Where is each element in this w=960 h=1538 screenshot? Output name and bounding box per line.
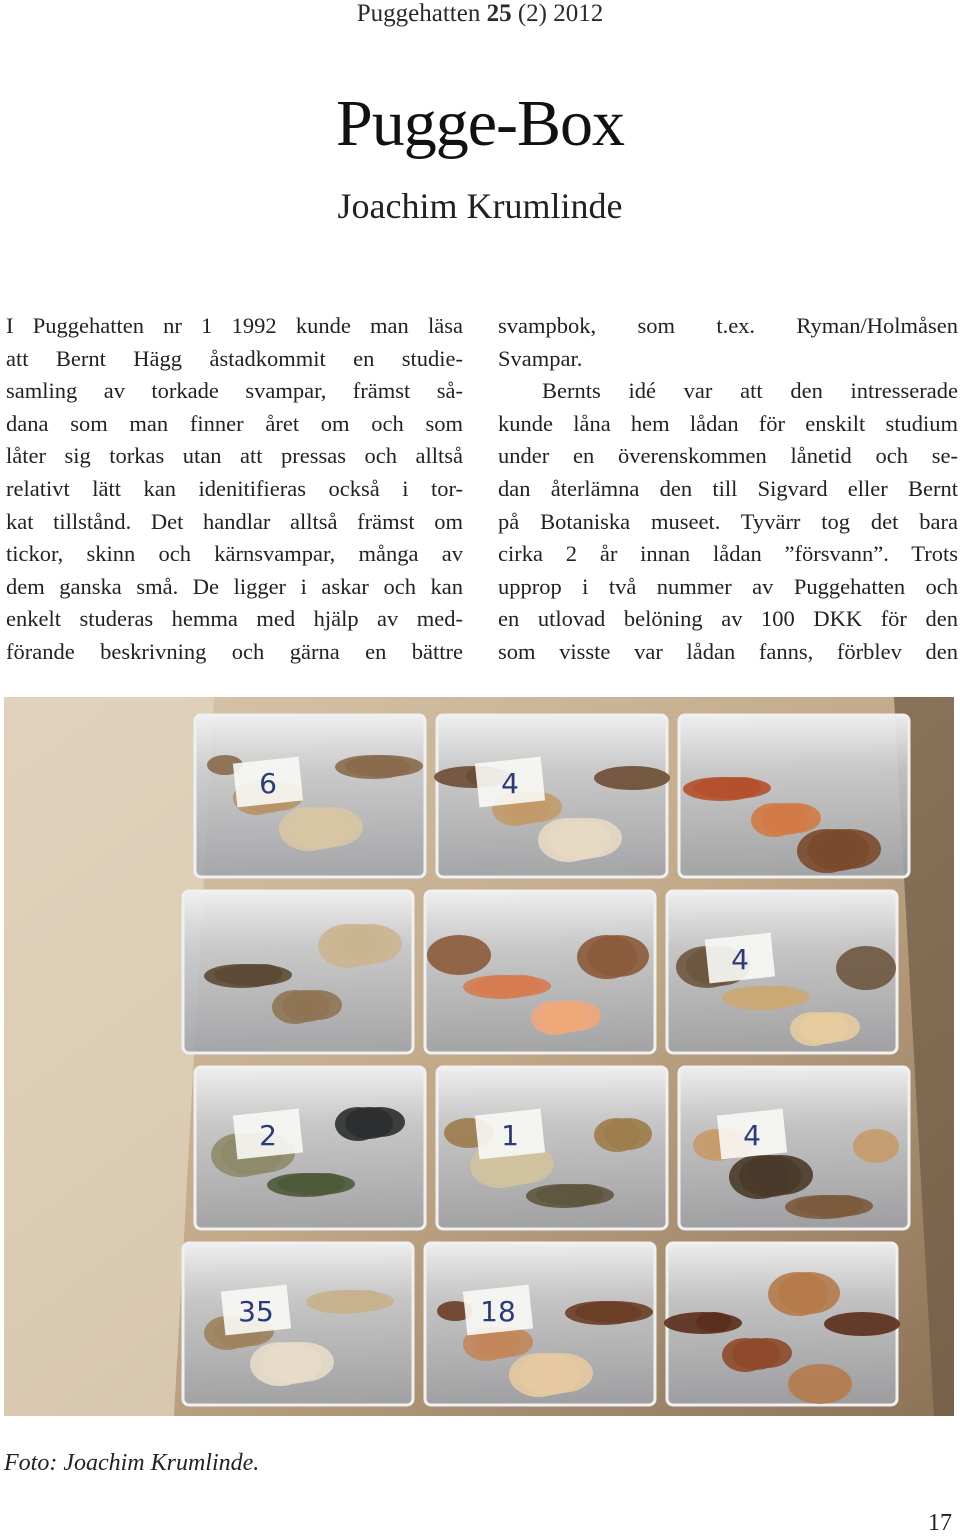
dried-fungus-specimen — [722, 986, 798, 1010]
specimen-box — [679, 715, 909, 877]
text-line: kunde låna hem lådan för enskilt studium — [498, 410, 958, 436]
box-label: 18 — [480, 1295, 516, 1328]
dried-fungus-specimen — [594, 1118, 640, 1152]
box-label: 1 — [501, 1119, 519, 1152]
dried-fungus-specimen — [204, 964, 280, 988]
dried-fungus-specimen — [768, 1272, 828, 1316]
text-line: Svampar. — [498, 345, 583, 371]
text-line: på Botaniska museet. Tyvärr tog det bara — [498, 508, 958, 534]
text-line: svampbok, som t.ex. Ryman/Holmåsen — [498, 313, 958, 338]
paragraph-2 — [498, 375, 958, 668]
dried-fungus-specimen — [463, 975, 539, 999]
dried-fungus-specimen — [664, 1312, 742, 1334]
text-line: dan återlämna den till Sigvard eller Bernt — [498, 475, 958, 501]
text-line: relativt lätt kan idenitifieras också i tor- — [6, 475, 463, 501]
dried-fungus-specimen — [318, 924, 378, 968]
volume-number: 25 — [486, 0, 512, 27]
paragraph-1-continued — [498, 310, 958, 375]
specimen-box — [425, 1243, 655, 1405]
photo-specimen-boxes — [4, 697, 954, 1416]
text-column-right — [498, 310, 958, 669]
box-label: 6 — [259, 767, 277, 800]
text-line: enkelt studeras hemma med hjälp av med- — [6, 606, 463, 632]
box-label: 4 — [731, 943, 749, 976]
plastic-box — [195, 715, 425, 877]
box-label: 4 — [743, 1119, 761, 1152]
text-line: samling av torkade svampar, främst så- — [6, 378, 463, 404]
specimen-box — [667, 891, 897, 1053]
text-line: I Puggehatten nr 1 1992 kunde man läsa — [6, 313, 463, 338]
dried-fungus-specimen — [790, 1012, 836, 1046]
dried-fungus-specimen — [577, 935, 637, 979]
photo-caption: Foto: Joachim Krumlinde. — [4, 1450, 260, 1476]
specimen-box — [195, 715, 425, 877]
box-label: 2 — [259, 1119, 277, 1152]
dried-fungus-specimen — [306, 1290, 382, 1314]
text-line: Bernts idé var att den intresserade — [542, 378, 958, 404]
specimen-box — [434, 715, 670, 877]
text-line: cirka 2 år innan lådan ”försvann”. Trots — [498, 541, 958, 567]
dried-fungus-specimen — [788, 1364, 852, 1404]
dried-fungus-specimen — [427, 935, 491, 975]
text-line: en utlovad belöning av 100 DKK för den — [498, 606, 958, 632]
dried-fungus-specimen — [683, 777, 759, 801]
specimen-box — [664, 1243, 900, 1405]
dried-fungus-specimen — [538, 818, 598, 862]
dried-fungus-specimen — [250, 1342, 310, 1386]
box-label: 35 — [238, 1295, 274, 1328]
box-label: 4 — [501, 767, 519, 800]
dried-fungus-specimen — [785, 1195, 861, 1219]
dried-fungus-specimen — [272, 990, 318, 1024]
dried-fungus-specimen — [531, 1001, 577, 1035]
dried-fungus-specimen — [335, 1107, 381, 1141]
text-column-left — [6, 310, 463, 669]
specimen-box — [425, 891, 655, 1053]
specimen-box — [183, 891, 413, 1053]
text-line: tickor, skinn och kärnsvampar, många av — [6, 541, 463, 567]
dried-fungus-specimen — [751, 803, 797, 837]
specimen-box — [437, 1067, 667, 1229]
dried-fungus-specimen — [853, 1129, 899, 1163]
text-line: låter sig torkas utan att pressas och alltså — [6, 443, 463, 469]
journal-name: Puggehatten — [356, 0, 481, 27]
text-line: att Bernt Hägg åstadkommit en studie- — [6, 345, 463, 371]
dried-fungus-specimen — [836, 946, 896, 990]
dried-fungus-specimen — [565, 1301, 641, 1325]
text-line: förande beskrivning och gärna en bättre — [6, 638, 463, 664]
dried-fungus-specimen — [594, 766, 670, 790]
issue-year: (2) 2012 — [517, 0, 604, 27]
page-number: 17 — [928, 1510, 952, 1536]
text-line: som visste var lådan fanns, förblev den — [498, 638, 958, 664]
specimen-box — [679, 1067, 909, 1229]
photo-illustration — [4, 697, 954, 1416]
paragraph-1 — [6, 310, 463, 669]
dried-fungus-specimen — [729, 1155, 789, 1199]
dried-fungus-specimen — [526, 1184, 602, 1208]
text-line: dana som man finner året om och som — [6, 410, 463, 436]
text-line: kat tillstånd. Det handlar alltså främst om — [6, 508, 463, 534]
dried-fungus-specimen — [279, 807, 339, 851]
dried-fungus-specimen — [722, 1338, 768, 1372]
dried-fungus-specimen — [335, 755, 411, 779]
dried-fungus-specimen — [509, 1353, 569, 1397]
text-line: dem ganska små. De ligger i askar och kan — [6, 573, 463, 599]
text-line: upprop i två nummer av Puggehatten och — [498, 573, 958, 599]
article-title: Pugge-Box — [336, 87, 624, 160]
dried-fungus-specimen — [824, 1312, 900, 1336]
dried-fungus-specimen — [797, 829, 857, 873]
running-head — [0, 0, 960, 28]
specimen-box — [195, 1067, 425, 1229]
specimen-box — [183, 1243, 413, 1405]
dried-fungus-specimen — [267, 1173, 343, 1197]
text-line: under en överenskommen lånetid och se- — [498, 443, 958, 469]
article-author: Joachim Krumlinde — [337, 186, 623, 226]
